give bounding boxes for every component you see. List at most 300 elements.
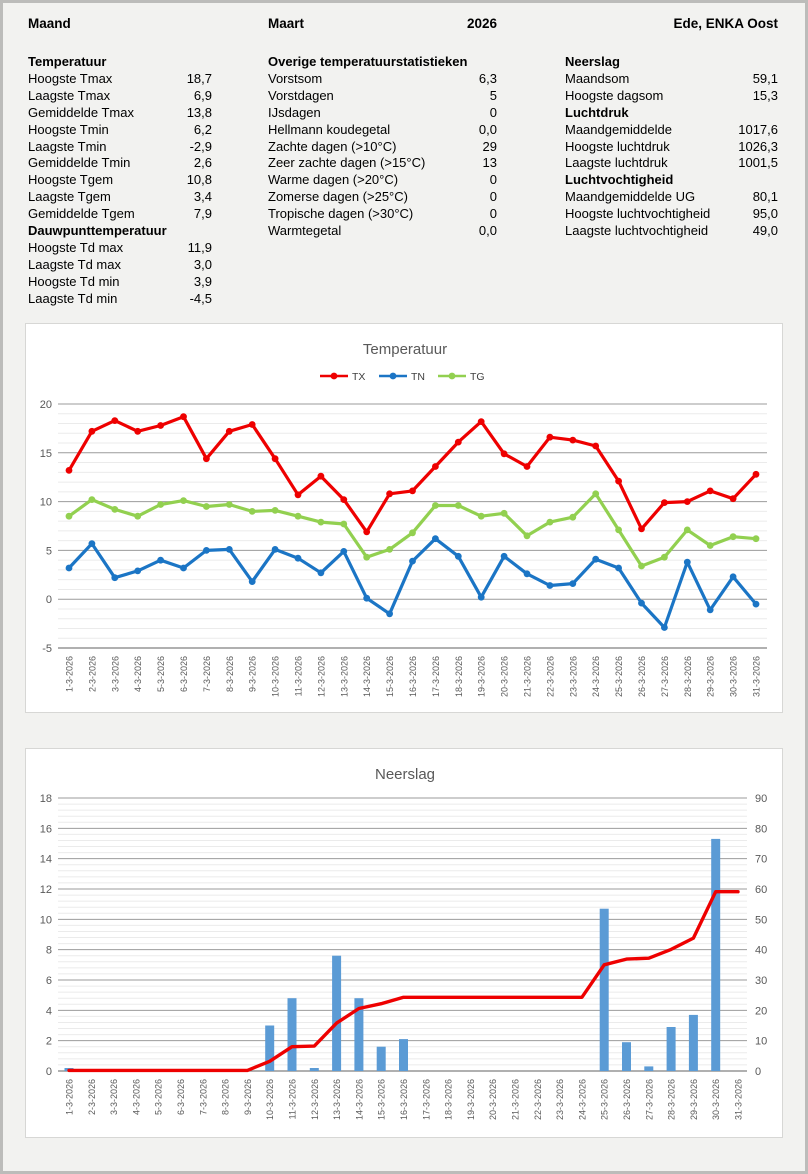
data-point-marker [66, 467, 73, 474]
stat-row [268, 223, 497, 240]
stat-row [28, 291, 212, 308]
stat-value: 0,0 [478, 121, 497, 137]
stat-value: 13,8 [186, 104, 212, 120]
stat-row [28, 257, 212, 274]
data-point-marker [638, 600, 645, 607]
x-axis-date-label: 1-3-2026 [64, 1079, 75, 1116]
stat-value: 3,0 [193, 256, 212, 272]
data-point-marker [478, 594, 485, 601]
data-point-marker [386, 546, 393, 553]
stat-label: Laagste Tgem [28, 189, 111, 205]
stat-value: 1017,6 [738, 121, 778, 137]
right-y-axis-tick-label: 30 [755, 975, 768, 987]
year-value: 2026 [466, 16, 497, 31]
stat-row [28, 139, 212, 156]
x-axis-date-label: 31-3-2026 [751, 656, 762, 698]
stat-row [28, 240, 212, 257]
data-point-marker [661, 554, 668, 561]
x-axis-date-label: 18-3-2026 [453, 656, 464, 698]
data-point-marker [455, 502, 462, 509]
data-point-marker [684, 498, 691, 505]
left-y-axis-tick-label: 2 [45, 1035, 52, 1048]
stat-row [565, 88, 778, 105]
x-axis-date-label: 10-3-2026 [265, 1079, 276, 1121]
stat-value: 0 [489, 189, 497, 205]
data-point-marker [318, 519, 325, 526]
data-point-marker [203, 503, 210, 510]
stat-label: Hoogste dagsom [565, 87, 664, 103]
data-point-marker [89, 496, 96, 503]
left-y-axis-tick-label: 0 [45, 1066, 52, 1078]
data-point-marker [272, 546, 279, 553]
data-point-marker [386, 490, 393, 497]
x-axis-date-label: 24-3-2026 [591, 656, 602, 698]
stats-section-title: Temperatuur [28, 54, 107, 69]
x-axis-date-label: 26-3-2026 [622, 1079, 632, 1121]
data-point-marker [363, 554, 370, 561]
data-point-marker [707, 488, 714, 495]
stat-row [565, 139, 778, 156]
data-point-marker [707, 607, 714, 614]
data-point-marker [340, 521, 347, 528]
y-axis-tick-label: -5 [42, 643, 52, 655]
data-point-marker [638, 563, 645, 570]
stat-value: 95,0 [752, 206, 778, 222]
right-y-axis-tick-label: 20 [755, 1005, 768, 1018]
stat-label: Zeer zachte dagen (>15°C) [268, 155, 426, 171]
stat-label: Hellmann koudegetal [268, 121, 391, 137]
data-point-marker [547, 434, 554, 441]
data-point-marker [249, 421, 256, 428]
x-axis-date-label: 25-3-2026 [599, 1079, 610, 1121]
stat-label: Hoogste luchtdruk [565, 138, 670, 154]
y-axis-tick-label: 5 [45, 545, 52, 558]
stat-label: Vorstdagen [268, 87, 334, 103]
maand-label: Maand [28, 16, 71, 31]
stat-label: Hoogste Tmin [28, 121, 109, 137]
precipitation-chart [26, 749, 784, 1139]
data-point-marker [249, 508, 256, 515]
stats-section-title: Dauwpunttemperatuur [28, 223, 167, 239]
other-temperature-stats-column [268, 54, 497, 240]
stat-value: -4,5 [189, 290, 212, 306]
tn-series-line [69, 539, 756, 628]
x-axis-date-label: 30-3-2026 [728, 656, 739, 698]
legend-item-tn [379, 371, 425, 383]
data-point-marker [386, 610, 393, 617]
x-axis-date-label: 14-3-2026 [354, 1079, 365, 1121]
stat-value: 1026,3 [738, 138, 778, 154]
tg-series [66, 490, 760, 569]
precipitation-pressure-humidity-column [565, 54, 778, 240]
legend-item-tg [438, 371, 485, 383]
data-point-marker [730, 495, 737, 502]
right-y-axis-tick-label: 10 [755, 1035, 768, 1048]
stat-row [268, 172, 497, 189]
legend-marker-dot [390, 373, 397, 380]
right-y-axis-tick-label: 80 [755, 823, 768, 836]
y-axis-tick-label: 15 [39, 447, 52, 460]
right-y-axis-tick-label: 60 [755, 884, 768, 896]
right-y-axis-tick-label: 90 [755, 793, 768, 805]
daily-precipitation-bars [65, 839, 721, 1071]
stat-row [28, 122, 212, 139]
data-point-marker [432, 535, 439, 542]
data-point-marker [592, 443, 599, 450]
left-y-axis-tick-label: 10 [39, 914, 52, 927]
x-axis-date-label: 28-3-2026 [682, 656, 693, 698]
data-point-marker [501, 450, 508, 457]
x-axis-date-label: 19-3-2026 [476, 656, 487, 698]
stats-section-title: Luchtvochtigheid [565, 172, 674, 188]
stat-label: Zachte dagen (>10°C) [268, 138, 397, 154]
stat-value: 49,0 [752, 223, 778, 239]
stat-row [28, 189, 212, 206]
x-axis-date-label: 8-3-2026 [220, 1079, 231, 1116]
stat-row [268, 71, 497, 88]
stat-value: 6,9 [193, 87, 212, 103]
data-point-marker [501, 553, 508, 560]
x-axis-date-label: 19-3-2026 [465, 1079, 476, 1121]
data-point-marker [226, 546, 233, 553]
stat-row [268, 206, 497, 223]
stat-value: 0,0 [478, 223, 497, 239]
stat-label: Hoogste Tmax [28, 70, 113, 86]
stat-label: Laagste luchtvochtigheid [565, 223, 709, 239]
stat-label: Hoogste Td min [28, 273, 120, 289]
x-axis-date-label: 23-3-2026 [568, 656, 579, 698]
stat-value: 0 [489, 172, 497, 188]
x-axis-date-label: 12-3-2026 [316, 656, 327, 698]
precipitation-bar [332, 956, 341, 1071]
stat-label: Maandgemiddelde [565, 121, 672, 137]
data-point-marker [180, 497, 187, 504]
y-axis-tick-label: 0 [45, 594, 52, 607]
data-point-marker [134, 568, 141, 575]
stat-value: 3,4 [193, 189, 212, 205]
x-axis-date-label: 31-3-2026 [733, 1079, 744, 1121]
data-point-marker [157, 501, 164, 508]
stat-label: Laagste Tmin [28, 138, 107, 154]
x-axis-date-label: 13-3-2026 [339, 656, 350, 698]
precipitation-bar [399, 1039, 408, 1071]
x-axis-date-label: 6-3-2026 [179, 656, 189, 693]
x-axis-date-label: 4-3-2026 [133, 656, 144, 693]
stat-value: 6,2 [193, 121, 212, 137]
stat-value: 15,3 [752, 87, 778, 103]
stat-value: 29 [482, 138, 497, 154]
data-point-marker [524, 570, 531, 577]
data-point-marker [455, 553, 462, 560]
stat-label: Warmtegetal [268, 223, 342, 239]
x-axis-date-label: 23-3-2026 [555, 1079, 566, 1121]
station-name: Ede, ENKA Oost [673, 16, 778, 31]
data-point-marker [295, 491, 302, 498]
stat-label: Gemiddelde Tgem [28, 206, 135, 222]
stat-row [268, 189, 497, 206]
stat-row [565, 189, 778, 206]
data-point-marker [638, 526, 645, 533]
stat-label: Hoogste Td max [28, 239, 124, 255]
data-point-marker [203, 455, 210, 462]
data-point-marker [89, 540, 96, 547]
data-point-marker [180, 565, 187, 572]
data-point-marker [66, 565, 73, 572]
stat-label: Zomerse dagen (>25°C) [268, 189, 408, 205]
stat-row [565, 122, 778, 139]
temperature-stats-column [28, 54, 212, 308]
stat-label: Laagste Td min [28, 290, 118, 306]
stat-value: 1001,5 [738, 155, 778, 171]
x-axis-date-label: 18-3-2026 [443, 1079, 454, 1121]
x-axis-date-label: 2-3-2026 [87, 656, 98, 693]
stat-row [565, 223, 778, 240]
data-point-marker [249, 578, 256, 585]
data-point-marker [684, 527, 691, 534]
data-point-marker [409, 558, 416, 565]
data-point-marker [272, 455, 279, 462]
data-point-marker [684, 559, 691, 566]
data-point-marker [157, 557, 164, 564]
stat-label: Maandsom [565, 70, 630, 86]
data-point-marker [111, 417, 118, 424]
stat-row [28, 274, 212, 291]
stat-label: Hoogste luchtvochtigheid [565, 206, 711, 222]
data-point-marker [753, 471, 760, 478]
stat-label: IJsdagen [268, 104, 321, 120]
x-axis-date-label: 11-3-2026 [287, 1079, 298, 1120]
right-y-axis-tick-label: 70 [755, 853, 768, 866]
x-axis-date-label: 28-3-2026 [666, 1079, 677, 1121]
temperature-chart [26, 324, 784, 714]
x-axis-date-label: 2-3-2026 [86, 1079, 97, 1116]
left-y-axis-tick-label: 14 [39, 853, 52, 866]
precipitation-chart-panel [25, 748, 783, 1138]
stats-section-title: Overige temperatuurstatistieken [268, 54, 468, 69]
data-point-marker [272, 507, 279, 514]
data-point-marker [180, 413, 187, 420]
tn-series [66, 535, 760, 631]
right-y-axis-tick-label: 50 [755, 914, 768, 927]
stat-label: Laagste Tmax [28, 87, 111, 103]
precipitation-bar [711, 839, 720, 1071]
stat-row [268, 88, 497, 105]
data-point-marker [569, 580, 576, 587]
stat-row [28, 172, 212, 189]
stats-section-title: Luchtdruk [565, 104, 629, 120]
precipitation-bar [644, 1066, 653, 1071]
stat-row [28, 88, 212, 105]
left-y-axis-tick-label: 12 [39, 884, 52, 896]
tx-series [66, 413, 760, 535]
stat-row [28, 71, 212, 88]
x-axis-date-label: 16-3-2026 [399, 1079, 409, 1121]
stat-label: Laagste Td max [28, 256, 121, 272]
left-y-axis-tick-label: 6 [45, 975, 52, 987]
data-point-marker [592, 490, 599, 497]
y-axis-tick-label: 10 [39, 496, 52, 509]
legend-marker-dot [449, 373, 456, 380]
precipitation-bar [600, 909, 609, 1071]
precipitation-bar [689, 1015, 698, 1071]
x-axis-date-label: 3-3-2026 [109, 1079, 120, 1116]
x-axis-date-label: 29-3-2026 [705, 656, 716, 698]
data-point-marker [111, 574, 118, 581]
stat-value: 80,1 [752, 189, 778, 205]
x-axis-date-label: 13-3-2026 [332, 1079, 343, 1121]
stat-row [28, 105, 212, 122]
data-point-marker [226, 428, 233, 435]
data-point-marker [409, 529, 416, 536]
x-axis-date-label: 12-3-2026 [309, 1079, 320, 1121]
data-point-marker [753, 601, 760, 608]
data-point-marker [478, 513, 485, 520]
precipitation-bar [377, 1047, 386, 1071]
data-point-marker [478, 418, 485, 425]
data-point-marker [730, 573, 737, 580]
precipitation-bar [622, 1042, 631, 1071]
data-point-marker [707, 542, 714, 549]
data-point-marker [547, 582, 554, 589]
x-axis-date-label: 14-3-2026 [362, 656, 373, 698]
x-axis-date-label: 8-3-2026 [224, 656, 235, 693]
stat-label: Vorstsom [268, 70, 323, 86]
data-point-marker [134, 428, 141, 435]
data-point-marker [592, 556, 599, 563]
left-y-axis-tick-label: 18 [39, 793, 52, 805]
data-point-marker [615, 527, 622, 534]
legend-label: TN [411, 371, 425, 383]
x-axis-date-label: 21-3-2026 [522, 656, 533, 698]
data-point-marker [661, 499, 668, 506]
data-point-marker [226, 501, 233, 508]
x-axis-date-label: 7-3-2026 [198, 1079, 209, 1116]
data-point-marker [547, 519, 554, 526]
stat-label: Gemiddelde Tmin [28, 155, 131, 171]
x-axis-date-label: 29-3-2026 [688, 1079, 699, 1121]
x-axis-date-label: 1-3-2026 [64, 656, 75, 693]
stat-row [28, 155, 212, 172]
data-point-marker [340, 548, 347, 555]
stat-value: 0 [489, 206, 497, 222]
data-point-marker [111, 506, 118, 513]
month-name: Maart [268, 16, 305, 31]
temperature-chart-panel [25, 323, 783, 713]
data-point-marker [569, 437, 576, 444]
x-axis-date-label: 6-3-2026 [176, 1079, 186, 1116]
data-point-marker [569, 514, 576, 521]
left-y-axis-tick-label: 16 [39, 823, 52, 836]
x-axis-date-label: 21-3-2026 [510, 1079, 521, 1121]
data-point-marker [363, 595, 370, 602]
data-point-marker [730, 533, 737, 540]
data-point-marker [363, 529, 370, 536]
left-y-axis-tick-label: 8 [45, 944, 52, 957]
x-axis-date-label: 25-3-2026 [614, 656, 625, 698]
stat-value: 59,1 [752, 70, 778, 86]
x-axis-date-label: 27-3-2026 [644, 1079, 655, 1121]
data-point-marker [134, 513, 141, 520]
x-axis-date-label: 10-3-2026 [270, 656, 281, 698]
x-axis-date-label: 20-3-2026 [488, 1079, 499, 1121]
stat-value: 0 [489, 104, 497, 120]
x-axis-date-label: 15-3-2026 [385, 656, 396, 698]
data-point-marker [524, 532, 531, 539]
x-axis-date-label: 27-3-2026 [659, 656, 670, 698]
data-point-marker [753, 535, 760, 542]
data-point-marker [455, 439, 462, 446]
stat-value: 5 [489, 87, 497, 103]
x-axis-date-label: 22-3-2026 [545, 656, 556, 698]
stat-row [268, 105, 497, 122]
x-axis-date-label: 17-3-2026 [430, 656, 441, 698]
data-point-marker [432, 463, 439, 470]
x-axis-date-label: 7-3-2026 [201, 656, 212, 693]
stat-row [28, 206, 212, 223]
data-point-marker [615, 478, 622, 485]
data-point-marker [295, 555, 302, 562]
x-axis-date-label: 22-3-2026 [532, 1079, 543, 1121]
stat-row [565, 206, 778, 223]
stat-value: 7,9 [193, 206, 212, 222]
data-point-marker [340, 496, 347, 503]
data-point-marker [66, 513, 73, 520]
x-axis-date-label: 3-3-2026 [110, 656, 121, 693]
data-point-marker [409, 488, 416, 495]
legend-label: TG [470, 371, 485, 383]
precipitation-bar [310, 1068, 319, 1071]
stat-value: 3,9 [193, 273, 212, 289]
stat-row [565, 71, 778, 88]
left-y-axis-tick-label: 4 [45, 1005, 52, 1018]
stat-row [268, 139, 497, 156]
stat-label: Maandgemiddelde UG [565, 189, 696, 205]
stat-label: Gemiddelde Tmax [28, 104, 134, 120]
x-axis-date-label: 9-3-2026 [247, 656, 258, 693]
x-axis-date-label: 5-3-2026 [153, 1079, 164, 1116]
right-y-axis-tick-label: 40 [755, 944, 768, 957]
y-axis-tick-label: 20 [39, 399, 52, 411]
x-axis-date-label: 30-3-2026 [711, 1079, 722, 1121]
precipitation-bar [288, 998, 297, 1071]
stat-label: Hoogste Tgem [28, 172, 114, 188]
data-point-marker [157, 422, 164, 429]
data-point-marker [432, 502, 439, 509]
stat-row [565, 155, 778, 172]
precipitation-chart-title: Neerslag [374, 766, 436, 783]
x-axis-date-label: 4-3-2026 [131, 1079, 142, 1116]
stat-value: 18,7 [186, 70, 212, 86]
temperature-chart-title: Temperatuur [362, 341, 448, 358]
x-axis-date-label: 24-3-2026 [577, 1079, 588, 1121]
stat-label: Warme dagen (>20°C) [268, 172, 399, 188]
x-axis-date-label: 26-3-2026 [637, 656, 647, 698]
data-point-marker [615, 565, 622, 572]
tx-series-line [69, 417, 756, 532]
data-point-marker [89, 428, 96, 435]
x-axis-date-label: 20-3-2026 [499, 656, 510, 698]
data-point-marker [661, 624, 668, 631]
x-axis-date-label: 11-3-2026 [293, 656, 304, 697]
precipitation-bar [667, 1027, 676, 1071]
x-axis-date-label: 9-3-2026 [242, 1079, 253, 1116]
legend-item-tx [320, 371, 365, 383]
stats-section-title: Neerslag [565, 54, 620, 69]
stat-row [268, 122, 497, 139]
stat-row [268, 155, 497, 172]
month-year-row [268, 16, 497, 31]
data-point-marker [524, 463, 531, 470]
